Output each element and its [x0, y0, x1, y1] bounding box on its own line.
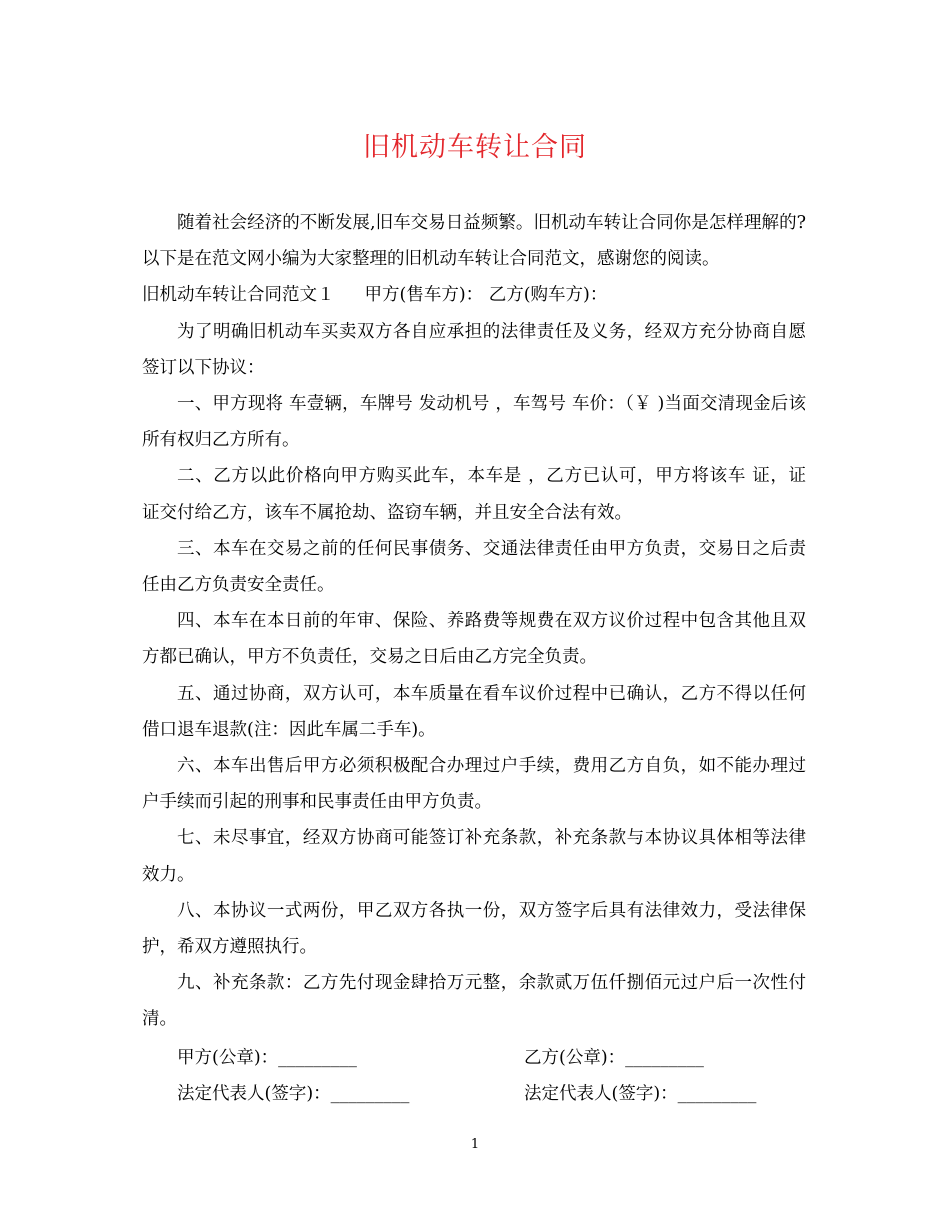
sample-label: 旧机动车转让合同范文１ — [142, 285, 335, 306]
document-title: 旧机动车转让合同 — [363, 132, 587, 163]
clause-6: 六、本车出售后甲方必须积极配合办理过户手续，费用乙方自负，如不能办理过户手续而引起的刑事和民事责任由甲方负责。 — [142, 756, 806, 813]
party-a-representative-field: 法定代表人(签字)：_________ — [177, 1084, 410, 1104]
clause-4: 四、本车在本日前的年审、保险、养路费等规费在双方议价过程中包含其他且双方都已确认，甲方不负责任，交易之日后由乙方完全负责。 — [142, 611, 806, 668]
parties-line — [142, 277, 806, 313]
clause-3: 三、本车在交易之前的任何民事债务、交通法律责任由甲方负责，交易日之后责任由乙方负责安全责任。 — [142, 538, 806, 596]
clause-7: 七、未尽事宜，经双方协商可能签订补充条款，补充条款与本协议具体相等法律效力。 — [142, 828, 806, 885]
clause-2: 二、乙方以此价格向甲方购买此车，本车是 ，乙方已认可，甲方将该车 证，证 证交付给乙方，该车不属抢劫、盗窃车辆，并且安全合法有效。 — [142, 466, 806, 523]
party-b-representative-field: 法定代表人(签字)：_________ — [524, 1084, 757, 1104]
party-a-seller-label: 甲方(售车方)： — [364, 285, 484, 306]
party-b-buyer-label: 乙方(购车方)： — [488, 285, 608, 306]
clause-9: 九、补充条款：乙方先付现金肆拾万元整，余款贰万伍仟捌佰元过户后一次性付清。 — [142, 973, 806, 1030]
document-body — [142, 205, 806, 1038]
intro-paragraph: 随着社会经济的不断发展,旧车交易日益频繁。旧机动车转让合同你是怎样理解的?以下是在范文网小编为大家整理的旧机动车转让合同范文，感谢您的阅读。 — [142, 213, 806, 270]
clause-5: 五、通过协商，双方认可，本车质量在看车议价过程中已确认，乙方不得以任何借口退车退款(注：因此车属二手车)。 — [142, 683, 806, 740]
clause-8: 八、本协议一式两份，甲乙双方各执一份，双方签字后具有法律效力，受法律保护，希双方遵照执行。 — [142, 900, 806, 958]
clause-1: 一、甲方现将 车壹辆，车牌号 发动机号 ，车驾号 车价：（￥ )当面交清现金后该所有权归乙方所有。 — [142, 394, 806, 451]
purpose-paragraph: 为了明确旧机动车买卖双方各自应承担的法律责任及义务，经双方充分协商自愿签订以下协议： — [142, 321, 806, 378]
party-a-seal-field: 甲方(公章)：_________ — [177, 1048, 357, 1068]
page-number: 1 — [470, 1137, 480, 1152]
party-b-seal-field: 乙方(公章)：_________ — [524, 1048, 704, 1068]
